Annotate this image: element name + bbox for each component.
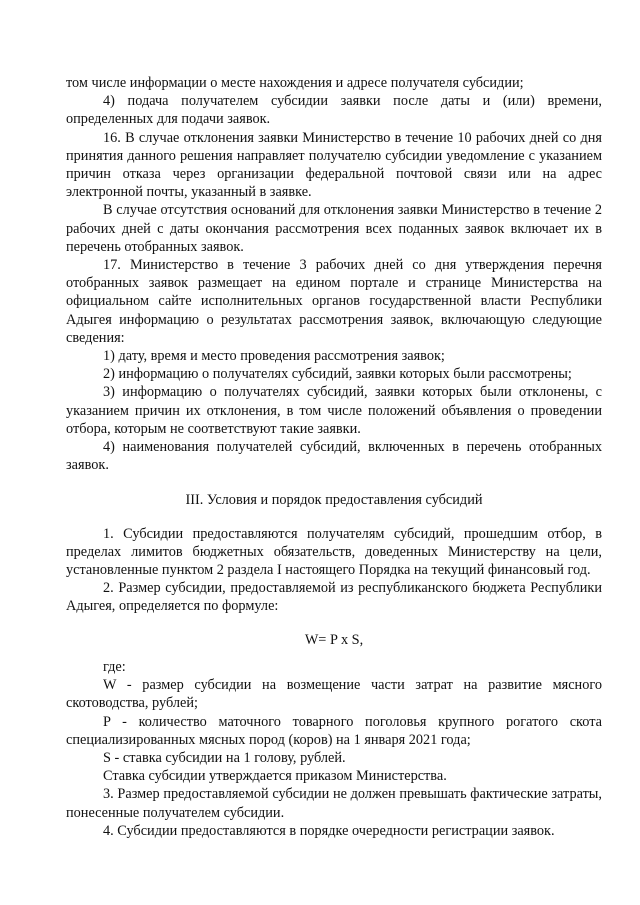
section-title: III. Условия и порядок предоставления субсидий (185, 492, 483, 509)
paragraph-item-4: 4) подача получателем субсидии заявки после даты и (или) времени, определенных для подачи заявок. (66, 93, 602, 128)
paragraph-no-rejection: В случае отсутствия оснований для отклонения заявки Министерство в течение 2 рабочих дней с даты окончания рассмотрения всех поданных заявок включает их в перечень отобранных заявок. (66, 202, 602, 255)
formula: W= P x S, (304, 631, 364, 648)
middle-paragraphs (66, 525, 602, 616)
paragraph-list-item-1: 1) дату, время и место проведения рассмотрения заявок; (103, 348, 445, 365)
definition-s: S - ставка субсидии на 1 голову, рублей. (103, 749, 346, 766)
paragraph-section3-clause-2: 2. Размер субсидии, предоставляемой из республиканского бюджета Республики Адыгея, определяется по формуле: (66, 580, 602, 615)
definition-p: P - количество маточного товарного поголовья крупного рогатого скота специализированных мясных пород (коров) на 1 января 2021 года; (66, 713, 602, 748)
paragraph-clause-17: 17. Министерство в течение 3 рабочих дней со дня утверждения перечня отобранных заявок размещает на едином портале и странице Министерства на официальном сайте исполнительных органов государственной власти Республики Адыгея информацию о результатах рассмотрения заявок, включающую следующие сведения: (66, 257, 602, 346)
top-paragraphs (66, 74, 602, 474)
bottom-paragraphs (66, 676, 602, 840)
paragraph-list-item-2: 2) информацию о получателях субсидий, заявки которых были рассмотрены; (103, 366, 572, 383)
definition-w: W - размер субсидии на возмещение части затрат на развитие мясного скотоводства, рублей; (66, 677, 602, 712)
paragraph-section3-clause-3: 3. Размер предоставляемой субсидии не должен превышать фактические затраты, понесенные получателем субсидии. (66, 786, 602, 821)
where-label: где: (103, 658, 126, 675)
paragraph-section3-clause-4: 4. Субсидии предоставляются в порядке очередности регистрации заявок. (103, 822, 555, 839)
paragraph-continuation: том числе информации о месте нахождения и адресе получателя субсидии; (66, 75, 524, 91)
paragraph-list-item-4: 4) наименования получателей субсидий, включенных в перечень отобранных заявок. (66, 439, 602, 474)
paragraph-list-item-3: 3) информацию о получателях субсидий, заявки которых были отклонены, с указанием причин их отклонения, в том числе положений объявления о проведении отбора, которым не соответствуют такие заявки. (66, 384, 602, 437)
paragraph-section3-clause-1: 1. Субсидии предоставляются получателям субсидий, прошедшим отбор, в пределах лимитов бюджетных обязательств, доведенных Министерству на цели, установленные пунктом 2 раздела I настоящего Порядка на текущий финансовый год. (66, 525, 602, 579)
paragraph-rate-approval: Ставка субсидии утверждается приказом Министерства. (103, 768, 447, 785)
paragraph-clause-16: 16. В случае отклонения заявки Министерство в течение 10 рабочих дней со дня принятия данного решения направляет получателю субсидии уведомление с указанием причин отказа через организации федеральной почтовой связи или на адрес электронной почты, указанный в заявке. (66, 129, 602, 201)
